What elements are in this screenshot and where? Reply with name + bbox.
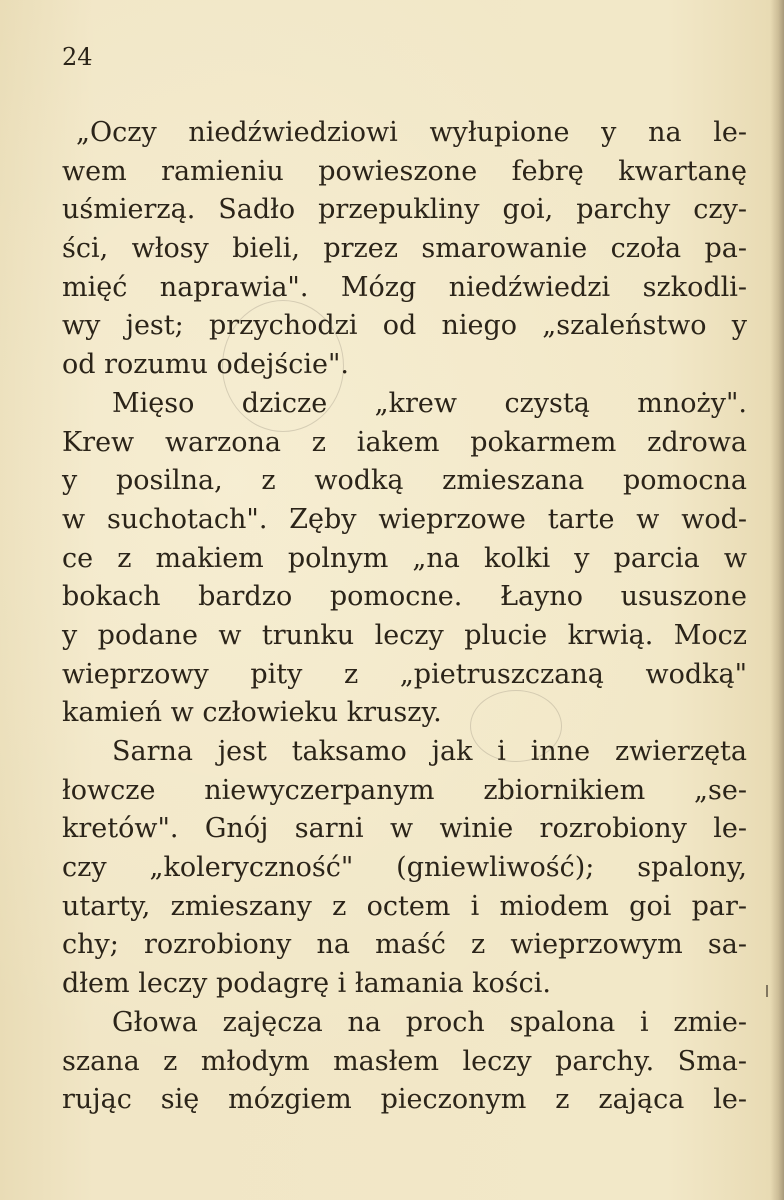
page-edge-shadow [770,0,784,1200]
text-line: wieprzowy pity z „pietruszczaną wodką" [62,658,747,690]
body-text [62,114,747,1120]
text-line: kretów". Gnój sarni w winie rozrobiony le- [62,813,747,845]
text-line: szana z młodym masłem leczy parchy. Sma- [62,1045,747,1077]
text-line: Krew warzona z iakem pokarmem zdrowa [62,426,747,458]
text-line: dłem leczy podagrę i łamania kości. [62,968,551,1000]
text-line: kamień w człowieku kruszy. [62,697,442,729]
text-line: mięć naprawia". Mózg niedźwiedzi szkodli- [62,271,747,303]
text-line: czy „koleryczność" (gniewliwość); spalony, [62,852,747,884]
text-line: uśmierzą. Sadło przepukliny goi, parchy czy- [62,194,747,226]
text-line: Sarna jest taksamo jak i inne zwierzęta [112,736,747,767]
text-line: wy jest; przychodzi od niego „szaleństwo y [62,310,747,342]
text-line: y podane w trunku leczy plucie krwią. Mocz [62,619,747,651]
text-line: wem ramieniu powieszone febrę kwartanę [62,155,747,187]
text-line: od rozumu odejście". [62,349,349,381]
margin-mark [766,985,768,997]
text-line: łowcze niewyczerpanym zbiornikiem „se- [62,774,747,806]
text-line: ce z makiem polnym „na kolki y parcia w [62,542,747,574]
text-line: bokach bardzo pomocne. Łayno ususzone [62,581,747,613]
text-line: ści, włosy bieli, przez smarowanie czoła pa- [62,233,747,265]
text-line: rując się mózgiem pieczonym z zająca le- [62,1084,747,1116]
text-line: Głowa zajęcza na proch spalona i zmie- [112,1006,747,1038]
text-line: chy; rozrobiony na maść z wieprzowym sa- [62,929,747,961]
text-line: y posilna, z wodką zmieszana pomocna [62,465,747,497]
page-number: 24 [62,43,93,71]
text-line: Mięso dzicze „krew czystą mnoży". [112,387,747,419]
text-line: w suchotach". Zęby wieprzowe tarte w wod- [62,503,747,535]
text-line: utarty, zmieszany z octem i miodem goi par- [62,890,747,922]
text-line: „Oczy niedźwiedziowi wyłupione y na le- [76,117,747,148]
